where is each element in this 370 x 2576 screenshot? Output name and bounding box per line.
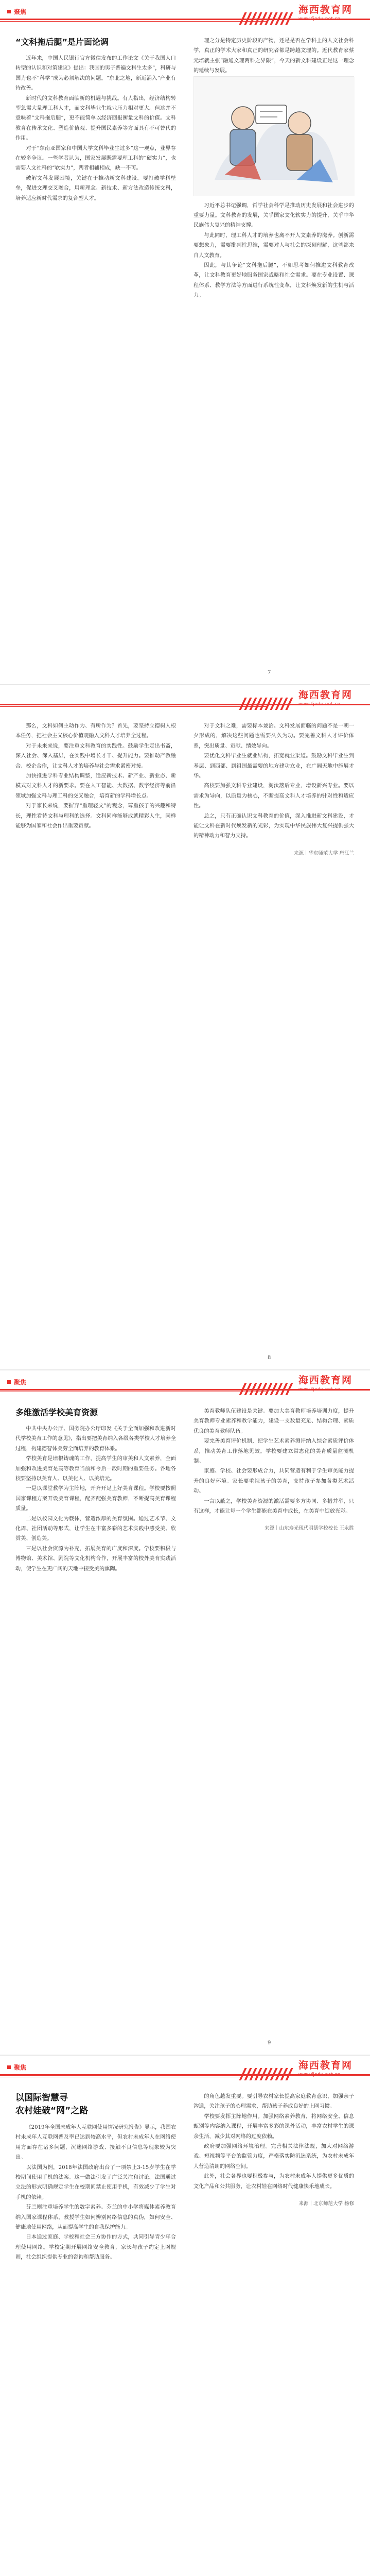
paragraph: 习近平总书记强调，哲学社会科学是推动历史发展和社会进步的重要力量。文科教育的发展，关乎国家文化软实力的提升，关乎中华民族伟大复兴的精神支撑。: [193, 202, 354, 229]
brand-logo[interactable]: 海西教育网: [298, 4, 353, 15]
paragraph: 那么，文科如何主动作为、有所作为？首先，要坚持立德树人根本任务，把社会主义核心价值观融入文科人才培养全过程。: [15, 723, 176, 739]
section-label: 聚焦: [7, 1378, 26, 1386]
paragraph: 高校要加强文科专业建设，淘汰落后专业，增设新兴专业。要以需求为导向，以质量为核心，不断提高文科人才培养的针对性和适应性。: [193, 783, 354, 809]
left-column: [15, 1406, 176, 1574]
right-column: [193, 721, 354, 858]
paragraph: 加快推进学科专业结构调整，适应新技术、新产业、新业态、新模式对文科人才的新要求。要在人工智能、大数据、数字经济等前沿领域加强文科与理工科的交叉融合，培育新的学科增长点。: [15, 773, 176, 799]
paragraph: 此外，社会各界也要积极参与，为农村未成年人提供更多优质的文化产品和公共服务，让农村娃在网络时代健康快乐地成长。: [193, 2174, 354, 2190]
magazine-page-10: [0, 2056, 370, 2576]
article-title: 以国际智慧寻 农村娃破“网”之路: [15, 2093, 89, 2116]
paragraph: 破解文科发展困境，关键在于推动新文科建设。要打破学科壁垒，促进文理交叉融合，用新理念、新技术、新方法改造传统文科，培养适应新时代需求的复合型人才。: [15, 175, 176, 201]
left-column: [15, 36, 176, 204]
paragraph: 政府要加强网络环境治理。完善相关法律法规，加大对网络游戏、短视频等平台的监管力度，严格落实防沉迷系统，为农村未成年人营造清朗的网络空间。: [193, 2144, 354, 2170]
header-stripes: [242, 2066, 293, 2081]
article-source: 来源｜北京师范大学 杨修: [298, 2201, 354, 2207]
paragraph: 三是以社会资源为补充，拓展美育的广度和深度。学校要积极与博物馆、美术馆、剧院等文化机构合作，开展丰富的校外美育实践活动，使学生在更广阔的天地中接受美的熏陶。: [15, 1546, 176, 1572]
paragraph: 《2019年全国未成年人互联网使用情况研究报告》显示，我国农村未成年人互联网普及率已达到较高水平，但农村未成年人在网络使用方面存在诸多问题，沉迷网络游戏、接触不良信息等现象较为突出。: [15, 2125, 176, 2161]
article-source: 来源｜华东师范大学 唐江兰: [293, 850, 354, 856]
brand-logo[interactable]: 海西教育网: [298, 1375, 353, 1386]
paragraph: 中共中央办公厅、国务院办公厅印发《关于全面加强和改进新时代学校美育工作的意见》，指出要把美育纳入各级各类学校人才培养全过程，构建德智体美劳全面培养的教育体系。: [15, 1426, 176, 1452]
paragraph: 学校美育是培根铸魂的工作，提高学生的审美和人文素养，全面加强和改进美育是高等教育当前和今后一段时期的重要任务。各地各校要坚持以美育人、以美化人、以美培元。: [15, 1456, 176, 1482]
page-header: [0, 0, 370, 29]
article-title: 多维激活学校美育资源: [15, 1408, 98, 1417]
paragraph: 对于文科之难，需要标本兼治。文科发展面临的问题不是一朝一夕形成的，解决这些问题也需要久久为功。要完善文科人才评价体系，突出质量、贡献、绩效导向。: [193, 723, 354, 749]
header-stripes: [242, 10, 293, 26]
paragraph: 理之分是特定历史阶段的产物，还是是否在学科上的人文社会科学，真正的学术大家和真正的研究者都是跨越文理的。近代教育家蔡元培就主张“融通文理两科之界限”，今天的新文科建设正是这一理念的延续与发展。: [193, 38, 354, 74]
paragraph: 要优化文科毕业生就业结构，拓宽就业渠道。鼓励文科毕业生到基层、到西部、到祖国最需要的地方建功立业，在广阔天地中施展才华。: [193, 753, 354, 779]
paragraph: 对于未来来说，要注重文科教育的实践性。鼓励学生走出书斋，深入社会、深入基层，在实践中增长才干、提升能力。要推动产教融合、校企合作，让文科人才的培养与社会需求紧密对接。: [15, 743, 176, 769]
page-number: 8: [268, 1355, 271, 1361]
paragraph: 家庭、学校、社会要形成合力，共同营造有利于学生审美能力提升的良好环境。家长要重视孩子的美育，支持孩子参加各类艺术活动。: [193, 1468, 354, 1495]
paragraph: 因此，与其争论“文科拖后腿”，不如思考如何推进文科教育改革，让文科教育更好地服务国家战略和社会需求。要在专业设置、课程体系、教学方法等方面进行系统性变革，让文科焕发新的生机与活力。: [193, 263, 354, 299]
page-header: [0, 685, 370, 714]
paragraph: 美育教师队伍建设是关键。要加大美育教师培养培训力度，提升美育教师专业素养和教学能力，建设一支数量充足、结构合理、素质优良的美育教师队伍。: [193, 1409, 354, 1434]
paragraph: 的角色越发重要。要引导农村家长提高家庭教育意识，加强亲子沟通，关注孩子的心理需求，帮助孩子养成良好的上网习惯。: [193, 2094, 354, 2110]
paragraph: 学校要发挥主阵地作用。加强网络素养教育，将网络安全、信息甄别等内容纳入课程，开展丰富多彩的课外活动，丰富农村学生的课余生活，减少其对网络的过度依赖。: [193, 2113, 354, 2140]
paragraph: 要完善美育评价机制，把学生艺术素养测评纳入综合素质评价体系，推动美育工作落地见效。学校要建立常态化的美育质量监测机制。: [193, 1438, 354, 1465]
brand-logo[interactable]: 海西教育网: [298, 2060, 353, 2071]
paragraph: 一言以蔽之，学校美育资源的激活需要多方协同、多措并举，只有这样，才能让每一个学生都能在美育中成长，在美育中绽放光彩。: [193, 1498, 354, 1515]
section-label: 聚焦: [7, 7, 26, 16]
article-title: “文科拖后腿”是片面论调: [15, 37, 109, 47]
page-number: 7: [268, 670, 271, 675]
paragraph: 对于家长来说，要摒弃“重理轻文”的观念，尊重孩子的兴趣和特长，理性看待文科与理科的选择。文科同样能够成就精彩人生，同样能够为国家和社会作出重要贡献。: [15, 803, 176, 829]
left-column: [15, 721, 176, 831]
page-header: [0, 1370, 370, 1399]
brand-logo[interactable]: 海西教育网: [298, 689, 353, 701]
right-column: [193, 36, 354, 301]
right-column: [193, 1406, 354, 1534]
magazine-page-8: [0, 685, 370, 1370]
right-column: [193, 2092, 354, 2209]
left-column: [15, 2092, 176, 2263]
paragraph: 新时代的文科教育面临新的机遇与挑战。有人指出，经济结构转型急需大量理工科人才，而文科毕业生就业压力相对更大。但这并不意味着“文科拖后腿”，更不能简单以经济回报衡量文科的价值。文科教育在传承文化、塑造价值观、提升国民素养等方面具有不可替代的作用。: [15, 95, 176, 142]
paragraph: 二是以校园文化为载体，营造浓厚的美育氛围。通过艺术节、文化周、社团活动等形式，让学生在丰富多彩的艺术实践中感受美、欣赏美、创造美。: [15, 1516, 176, 1542]
paragraph: 以法国为例，2018年法国政府出台了一项禁止3-15岁学生在学校期间使用手机的法案。这一做法引发了广泛关注和讨论。法国通过立法的形式明确规定学生在校期间禁止使用手机，有效减少了学生对手机的依赖。: [15, 2164, 176, 2200]
paragraph: 一是以课堂教学为主阵地，开齐开足上好美育课程。学校要按照国家课程方案开设美育课程，配齐配强美育教师，不断提高美育课程质量。: [15, 1486, 176, 1512]
header-stripes: [242, 1381, 293, 1396]
paragraph: 对于“东南亚国家和中国大学文科毕业生过多”这一观点，业界存在较多争议。一些学者认为，国家发展既需要理工科的“硬实力”，也需要人文社科的“软实力”，两者相辅相成，缺一不可。: [15, 145, 176, 172]
article-source: 来源｜山东寿光现代明德学校校长 王永胜: [264, 1526, 354, 1532]
paragraph: 与此同时，理工科人才的培养也离不开人文素养的滋养。创新需要想象力，需要批判性思维，需要对人与社会的深刻理解，这些都来自人文教育。: [193, 232, 354, 259]
paragraph: 芬兰则注重培养学生的数字素养。芬兰的中小学将媒体素养教育纳入国家课程体系，教授学生如何辨别网络信息的真伪，如何安全、健康地使用网络，从而提高学生的自我保护能力。: [15, 2205, 176, 2231]
magazine-page-7: [0, 0, 370, 685]
page-number: 9: [268, 2040, 271, 2046]
paragraph: 近年来，中国人民银行官方微信发布的工作论文《关于我国人口转型的认识和对策建议》提出：我国的男子普遍文科生太多“，科研与国力也不”科学”成为必须解决的问题。“东北之地，新近涌入”产业有待改善。: [15, 56, 176, 92]
page-header: [0, 2056, 370, 2084]
paragraph: 总之，只有正确认识文科教育的价值，深入推进新文科建设，才能让文科在新时代焕发新的光彩，为实现中华民族伟大复兴提供强大的精神动力和智力支持。: [193, 813, 354, 839]
section-label: 聚焦: [7, 2063, 26, 2072]
paragraph: 日本通过家庭、学校和社会三方协作的方式，共同引导青少年合理使用网络。学校定期开展网络安全教育，家长与孩子约定上网规则，社会组织提供专业的咨询和帮助服务。: [15, 2234, 176, 2261]
header-stripes: [242, 696, 293, 711]
magazine-page-9: [0, 1370, 370, 2056]
cartoon-illustration: [193, 76, 354, 196]
